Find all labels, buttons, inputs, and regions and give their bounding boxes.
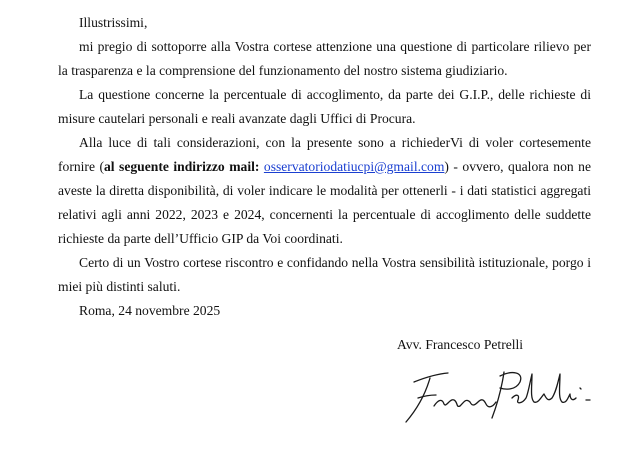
- signature-stroke-f-top: [414, 373, 448, 382]
- handwritten-signature: [400, 364, 595, 426]
- letter-body: [58, 11, 591, 323]
- email-link[interactable]: osservatoriodatiucpi@gmail.com: [263, 159, 445, 174]
- paragraph-question: La questione concerne la percentuale di accoglimento, da parte dei G.I.P., delle richieste di misure cautelari personali e reali avanzate dagli Uffici di Procura.: [58, 87, 591, 126]
- signature-stroke-p: [492, 372, 504, 418]
- place-date: Roma, 24 novembre 2025: [79, 303, 221, 318]
- signature-stroke-first-name: [434, 400, 496, 407]
- email-label: al seguente indirizzo mail:: [104, 159, 260, 174]
- request-text-start: Alla luce di tali considerazioni, con la presente sono a richiederVi di voler cortesemente fornire (: [58, 135, 591, 174]
- paragraph-request: [58, 131, 591, 251]
- signature-stroke-f-bar: [418, 395, 436, 398]
- request-text-end: ) - ovvero, qualora non ne aveste la diretta disponibilità, di voler indicare le modalità per ottenerli - i dati statistici aggregati relativi agli anni 2022, 2023 e 2024, concernenti la percentuale di accoglimento delle suddette richieste da parte dell’Ufficio GIP da Voi coordinati.: [58, 159, 591, 246]
- signature-stroke-surname: [512, 374, 576, 403]
- salutation: Illustrissimi,: [79, 15, 148, 30]
- signature-stroke-f: [406, 378, 430, 422]
- signature-dot: [580, 388, 581, 389]
- paragraph-intro: mi pregio di sottoporre alla Vostra cortese attenzione una questione di particolare rilievo per la trasparenza e la comprensione del funzionamento del nostro sistema giudiziario.: [58, 39, 591, 78]
- paragraph-closing: Certo di un Vostro cortese riscontro e confidando nella Vostra sensibilità istituzionale, porgo i miei più distinti saluti.: [58, 255, 591, 294]
- signatory-name: Avv. Francesco Petrelli: [397, 337, 524, 352]
